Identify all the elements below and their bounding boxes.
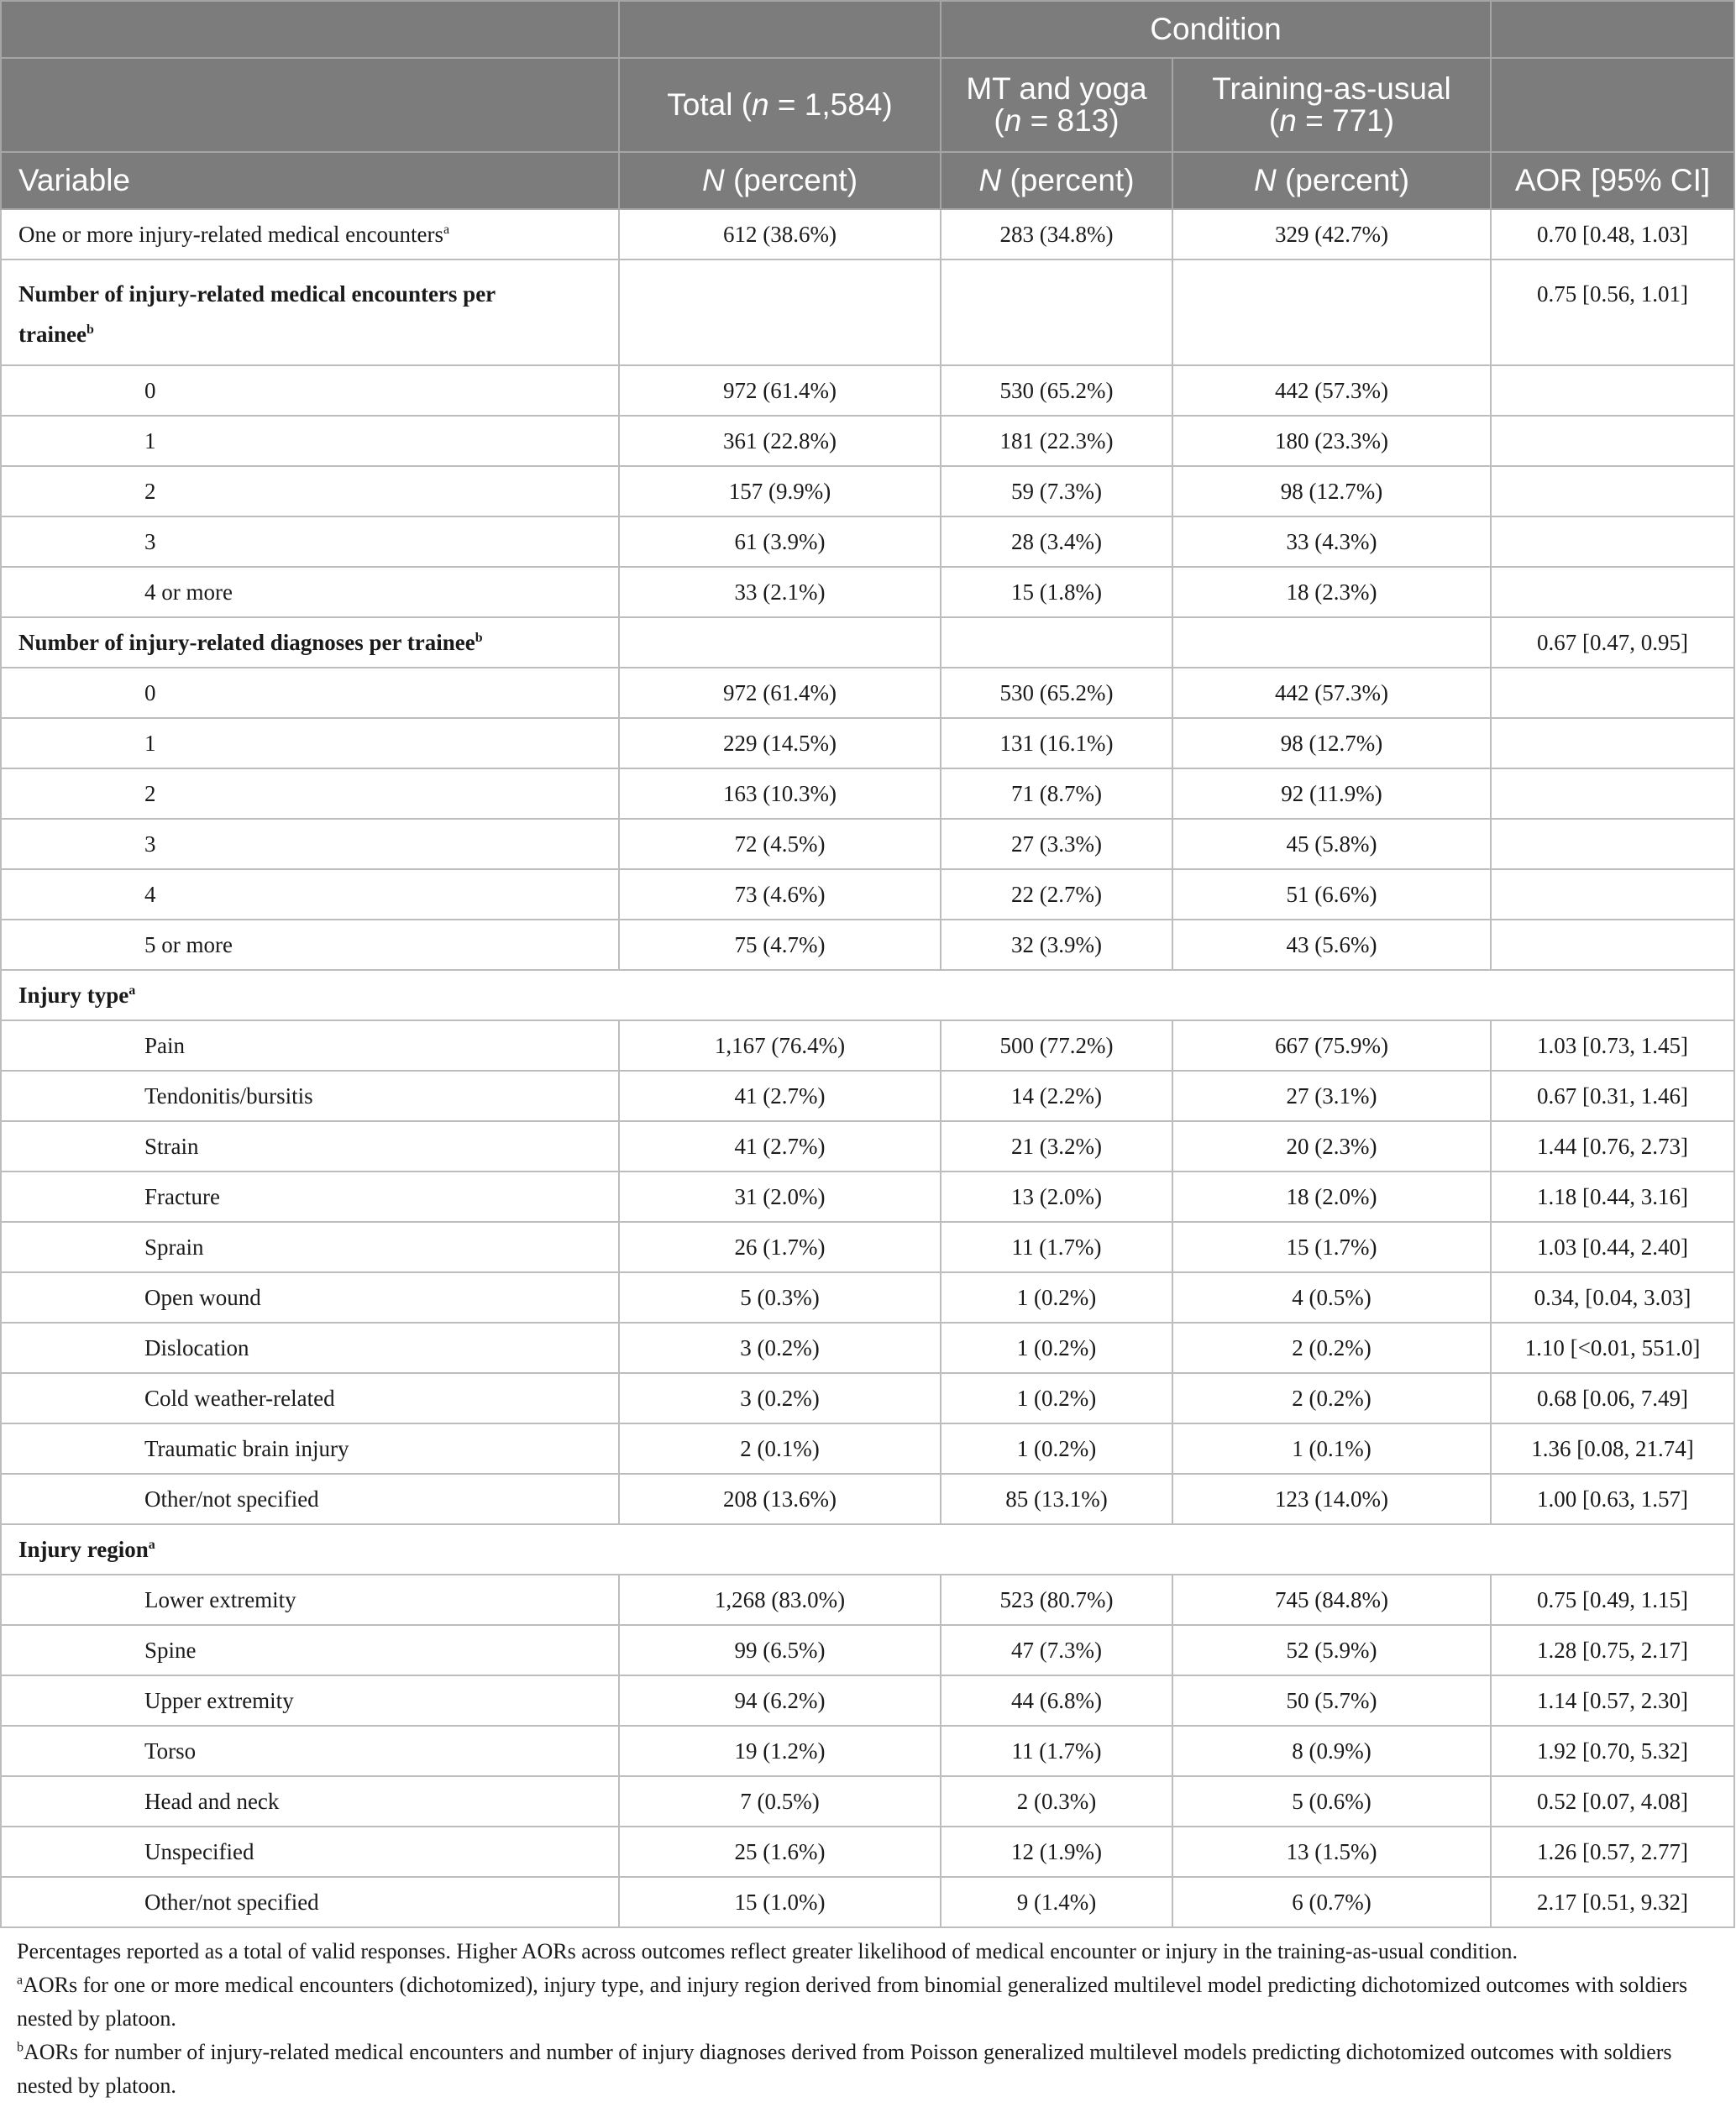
cell-mt-yoga: 530 (65.2%) <box>941 365 1172 416</box>
table-row-section <box>1 970 1734 1020</box>
row-label: Tendonitis/bursitis <box>1 1071 619 1121</box>
table-row <box>1 1776 1734 1827</box>
table-row <box>1 1373 1734 1423</box>
cell-aor <box>1491 768 1734 819</box>
cell-mt-yoga: 27 (3.3%) <box>941 819 1172 869</box>
cell-training-as-usual: 2 (0.2%) <box>1172 1373 1491 1423</box>
cell-total: 94 (6.2%) <box>619 1675 941 1726</box>
cell-training-as-usual: 8 (0.9%) <box>1172 1726 1491 1776</box>
row-label: Torso <box>1 1726 619 1776</box>
cell-total: 73 (4.6%) <box>619 869 941 920</box>
cell-aor: 2.17 [0.51, 9.32] <box>1491 1877 1734 1927</box>
header-total: Total (n = 1,584) <box>619 58 941 152</box>
cell-total: 972 (61.4%) <box>619 365 941 416</box>
table-row <box>1 1675 1734 1726</box>
cell-total: 75 (4.7%) <box>619 920 941 970</box>
cell-aor: 0.75 [0.49, 1.15] <box>1491 1575 1734 1625</box>
header-blank <box>619 1 941 58</box>
cell-mt-yoga: 131 (16.1%) <box>941 718 1172 768</box>
cell-aor: 0.68 [0.06, 7.49] <box>1491 1373 1734 1423</box>
footnote-b: $^b$AORs for number of injury-related medical encounters and number of injury diagnoses derived from Poisson generalized multilevel models predicting dichotomized outcomes with soldiers nested by platoon. <box>17 2040 1672 2098</box>
cell-aor <box>1491 718 1734 768</box>
table-row <box>1 365 1734 416</box>
cell-total: 61 (3.9%) <box>619 516 941 567</box>
cell-mt-yoga: 22 (2.7%) <box>941 869 1172 920</box>
cell-total: 41 (2.7%) <box>619 1121 941 1172</box>
header-training-as-usual: Training-as-usual (n = 771) <box>1172 58 1491 152</box>
cell-aor: 1.10 [<0.01, 551.0] <box>1491 1323 1734 1373</box>
row-label: Traumatic brain injury <box>1 1423 619 1474</box>
cell-total: 15 (1.0%) <box>619 1877 941 1927</box>
cell-training-as-usual: 442 (57.3%) <box>1172 365 1491 416</box>
cell-training-as-usual: 667 (75.9%) <box>1172 1020 1491 1071</box>
cell-training-as-usual: 20 (2.3%) <box>1172 1121 1491 1172</box>
cell-aor: 1.18 [0.44, 3.16] <box>1491 1172 1734 1222</box>
table-row <box>1 718 1734 768</box>
cell-total: 972 (61.4%) <box>619 668 941 718</box>
cell-aor: 0.34, [0.04, 3.03] <box>1491 1272 1734 1323</box>
table-row <box>1 1222 1734 1272</box>
cell-mt-yoga: 1 (0.2%) <box>941 1272 1172 1323</box>
row-label: 4 or more <box>1 567 619 617</box>
cell-training-as-usual: 92 (11.9%) <box>1172 768 1491 819</box>
table-row <box>1 516 1734 567</box>
cell-aor <box>1491 516 1734 567</box>
cell-total: 31 (2.0%) <box>619 1172 941 1222</box>
cell-total: 157 (9.9%) <box>619 466 941 516</box>
cell-mt-yoga: 15 (1.8%) <box>941 567 1172 617</box>
header-condition: Condition <box>941 1 1491 58</box>
cell-total: 163 (10.3%) <box>619 768 941 819</box>
row-label: 1 <box>1 718 619 768</box>
cell-aor <box>1491 416 1734 466</box>
cell-training-as-usual: 15 (1.7%) <box>1172 1222 1491 1272</box>
cell-training-as-usual: 180 (23.3%) <box>1172 416 1491 466</box>
table-row <box>1 668 1734 718</box>
cell-mt-yoga: 1 (0.2%) <box>941 1423 1172 1474</box>
cell-aor <box>1491 668 1734 718</box>
cell-mt-yoga: 21 (3.2%) <box>941 1121 1172 1172</box>
cell-mt-yoga: 11 (1.7%) <box>941 1222 1172 1272</box>
table-row <box>1 1272 1734 1323</box>
table-row <box>1 768 1734 819</box>
cell-training-as-usual: 98 (12.7%) <box>1172 718 1491 768</box>
cell-total: 1,268 (83.0%) <box>619 1575 941 1625</box>
row-label: Strain <box>1 1121 619 1172</box>
table-row <box>1 819 1734 869</box>
header-variable: Variable <box>1 152 619 209</box>
cell-mt-yoga: 12 (1.9%) <box>941 1827 1172 1877</box>
footnote-main: Percentages reported as a total of valid responses. Higher AORs across outcomes reflect greater likelihood of medical encounter or injury in the training-as-usual condition. <box>17 1939 1518 1963</box>
cell-total: 7 (0.5%) <box>619 1776 941 1827</box>
cell-training-as-usual: 98 (12.7%) <box>1172 466 1491 516</box>
cell-mt-yoga: 1 (0.2%) <box>941 1323 1172 1373</box>
table-row <box>1 1172 1734 1222</box>
cell-mt-yoga: 47 (7.3%) <box>941 1625 1172 1675</box>
cell-mt-yoga: 2 (0.3%) <box>941 1776 1172 1827</box>
row-label: Open wound <box>1 1272 619 1323</box>
cell-total: 361 (22.8%) <box>619 416 941 466</box>
cell-total: 72 (4.5%) <box>619 819 941 869</box>
row-label: 3 <box>1 516 619 567</box>
row-label: Pain <box>1 1020 619 1071</box>
header-n-percent: N (percent) <box>941 152 1172 209</box>
cell-aor: 0.52 [0.07, 4.08] <box>1491 1776 1734 1827</box>
row-label: Upper extremity <box>1 1675 619 1726</box>
cell-mt-yoga: 14 (2.2%) <box>941 1071 1172 1121</box>
cell-training-as-usual: 2 (0.2%) <box>1172 1323 1491 1373</box>
table-row <box>1 869 1734 920</box>
cell-training-as-usual: 27 (3.1%) <box>1172 1071 1491 1121</box>
cell-mt-yoga <box>941 259 1172 365</box>
header-row-groups <box>1 58 1734 152</box>
table-row <box>1 209 1734 259</box>
header-aor: AOR [95% CI] <box>1491 152 1734 209</box>
cell-training-as-usual: 50 (5.7%) <box>1172 1675 1491 1726</box>
header-blank <box>1 58 619 152</box>
cell-mt-yoga: 500 (77.2%) <box>941 1020 1172 1071</box>
header-blank <box>1491 1 1734 58</box>
cell-aor <box>1491 819 1734 869</box>
cell-mt-yoga: 1 (0.2%) <box>941 1373 1172 1423</box>
cell-mt-yoga: 44 (6.8%) <box>941 1675 1172 1726</box>
cell-training-as-usual: 442 (57.3%) <box>1172 668 1491 718</box>
cell-training-as-usual: 52 (5.9%) <box>1172 1625 1491 1675</box>
cell-aor: 1.00 [0.63, 1.57] <box>1491 1474 1734 1524</box>
cell-training-as-usual: 33 (4.3%) <box>1172 516 1491 567</box>
cell-training-as-usual: 18 (2.0%) <box>1172 1172 1491 1222</box>
cell-mt-yoga: 181 (22.3%) <box>941 416 1172 466</box>
table-row-section <box>1 617 1734 668</box>
cell-mt-yoga: 11 (1.7%) <box>941 1726 1172 1776</box>
cell-aor: 0.67 [0.31, 1.46] <box>1491 1071 1734 1121</box>
table-row <box>1 1323 1734 1373</box>
cell-total: 41 (2.7%) <box>619 1071 941 1121</box>
cell-total: 612 (38.6%) <box>619 209 941 259</box>
row-label: Other/not specified <box>1 1877 619 1927</box>
cell-aor: 1.14 [0.57, 2.30] <box>1491 1675 1734 1726</box>
cell-training-as-usual: 43 (5.6%) <box>1172 920 1491 970</box>
row-label: 4 <box>1 869 619 920</box>
cell-aor: 1.36 [0.08, 21.74] <box>1491 1423 1734 1474</box>
row-label: Cold weather-related <box>1 1373 619 1423</box>
cell-mt-yoga: 13 (2.0%) <box>941 1172 1172 1222</box>
table-row <box>1 1423 1734 1474</box>
row-label: Injury region$^a$ <box>1 1524 1734 1575</box>
cell-mt-yoga <box>941 617 1172 668</box>
cell-aor <box>1491 869 1734 920</box>
cell-total: 1,167 (76.4%) <box>619 1020 941 1071</box>
cell-aor <box>1491 567 1734 617</box>
row-label: 0 <box>1 365 619 416</box>
row-label: Lower extremity <box>1 1575 619 1625</box>
cell-total: 229 (14.5%) <box>619 718 941 768</box>
table-row <box>1 466 1734 516</box>
cell-training-as-usual: 1 (0.1%) <box>1172 1423 1491 1474</box>
cell-total: 2 (0.1%) <box>619 1423 941 1474</box>
table-row-section <box>1 259 1734 365</box>
cell-aor: 1.03 [0.44, 2.40] <box>1491 1222 1734 1272</box>
table-row <box>1 1827 1734 1877</box>
cell-mt-yoga: 9 (1.4%) <box>941 1877 1172 1927</box>
cell-training-as-usual: 6 (0.7%) <box>1172 1877 1491 1927</box>
cell-training-as-usual: 51 (6.6%) <box>1172 869 1491 920</box>
cell-training-as-usual <box>1172 617 1491 668</box>
row-label: Dislocation <box>1 1323 619 1373</box>
header-row-condition <box>1 1 1734 58</box>
header-blank <box>1491 58 1734 152</box>
cell-training-as-usual: 5 (0.6%) <box>1172 1776 1491 1827</box>
row-label: Injury type$^a$ <box>1 970 1734 1020</box>
cell-aor: 1.28 [0.75, 2.17] <box>1491 1625 1734 1675</box>
cell-total: 3 (0.2%) <box>619 1323 941 1373</box>
header-mt-yoga: MT and yoga (n = 813) <box>941 58 1172 152</box>
cell-aor: 0.75 [0.56, 1.01] <box>1491 259 1734 365</box>
table-row <box>1 1575 1734 1625</box>
cell-training-as-usual: 4 (0.5%) <box>1172 1272 1491 1323</box>
table-row <box>1 1071 1734 1121</box>
table-row <box>1 1121 1734 1172</box>
cell-total: 19 (1.2%) <box>619 1726 941 1776</box>
cell-aor: 0.70 [0.48, 1.03] <box>1491 209 1734 259</box>
row-label: Sprain <box>1 1222 619 1272</box>
row-label: 1 <box>1 416 619 466</box>
row-label: 2 <box>1 768 619 819</box>
cell-total: 25 (1.6%) <box>619 1827 941 1877</box>
table-row <box>1 1020 1734 1071</box>
cell-training-as-usual: 329 (42.7%) <box>1172 209 1491 259</box>
cell-total: 26 (1.7%) <box>619 1222 941 1272</box>
cell-training-as-usual: 45 (5.8%) <box>1172 819 1491 869</box>
cell-aor <box>1491 466 1734 516</box>
cell-training-as-usual: 13 (1.5%) <box>1172 1827 1491 1877</box>
header-blank <box>1 1 619 58</box>
row-label: Number of injury-related diagnoses per trainee$^b$ <box>1 617 619 668</box>
header-row-columns <box>1 152 1734 209</box>
cell-total: 3 (0.2%) <box>619 1373 941 1423</box>
cell-training-as-usual: 123 (14.0%) <box>1172 1474 1491 1524</box>
cell-mt-yoga: 85 (13.1%) <box>941 1474 1172 1524</box>
row-label: Spine <box>1 1625 619 1675</box>
table-row <box>1 1474 1734 1524</box>
cell-total <box>619 259 941 365</box>
cell-mt-yoga: 32 (3.9%) <box>941 920 1172 970</box>
cell-total: 208 (13.6%) <box>619 1474 941 1524</box>
cell-training-as-usual: 18 (2.3%) <box>1172 567 1491 617</box>
cell-total <box>619 617 941 668</box>
cell-total: 99 (6.5%) <box>619 1625 941 1675</box>
cell-aor: 0.67 [0.47, 0.95] <box>1491 617 1734 668</box>
table-row <box>1 567 1734 617</box>
cell-mt-yoga: 71 (8.7%) <box>941 768 1172 819</box>
row-label: Unspecified <box>1 1827 619 1877</box>
row-label: Other/not specified <box>1 1474 619 1524</box>
cell-total: 33 (2.1%) <box>619 567 941 617</box>
header-n-percent: N (percent) <box>1172 152 1491 209</box>
cell-mt-yoga: 59 (7.3%) <box>941 466 1172 516</box>
cell-aor <box>1491 365 1734 416</box>
cell-training-as-usual: 745 (84.8%) <box>1172 1575 1491 1625</box>
row-label: 5 or more <box>1 920 619 970</box>
row-label: 0 <box>1 668 619 718</box>
row-label: Head and neck <box>1 1776 619 1827</box>
table-row <box>1 1877 1734 1927</box>
footnote-a: $^a$AORs for one or more medical encounters (dichotomized), injury type, and injury region derived from binomial generalized multilevel model predicting dichotomized outcomes with soldiers nested by platoon. <box>17 1973 1688 2031</box>
row-label: Number of injury-related medical encounters per trainee$^b$ <box>1 259 619 365</box>
table-row-section <box>1 1524 1734 1575</box>
cell-aor: 1.44 [0.76, 2.73] <box>1491 1121 1734 1172</box>
table-row <box>1 416 1734 466</box>
cell-aor <box>1491 920 1734 970</box>
table-row <box>1 920 1734 970</box>
cell-training-as-usual <box>1172 259 1491 365</box>
row-label: Fracture <box>1 1172 619 1222</box>
cell-total: 5 (0.3%) <box>619 1272 941 1323</box>
cell-aor: 1.03 [0.73, 1.45] <box>1491 1020 1734 1071</box>
table-row <box>1 1726 1734 1776</box>
header-n-percent: N (percent) <box>619 152 941 209</box>
cell-aor: 1.26 [0.57, 2.77] <box>1491 1827 1734 1877</box>
cell-mt-yoga: 28 (3.4%) <box>941 516 1172 567</box>
cell-mt-yoga: 283 (34.8%) <box>941 209 1172 259</box>
table-row <box>1 1625 1734 1675</box>
cell-aor: 1.92 [0.70, 5.32] <box>1491 1726 1734 1776</box>
table-footnotes <box>0 1928 1736 2103</box>
row-label: 2 <box>1 466 619 516</box>
row-label: One or more injury-related medical encounters$^a$ <box>1 209 619 259</box>
row-label: 3 <box>1 819 619 869</box>
cell-mt-yoga: 523 (80.7%) <box>941 1575 1172 1625</box>
cell-mt-yoga: 530 (65.2%) <box>941 668 1172 718</box>
